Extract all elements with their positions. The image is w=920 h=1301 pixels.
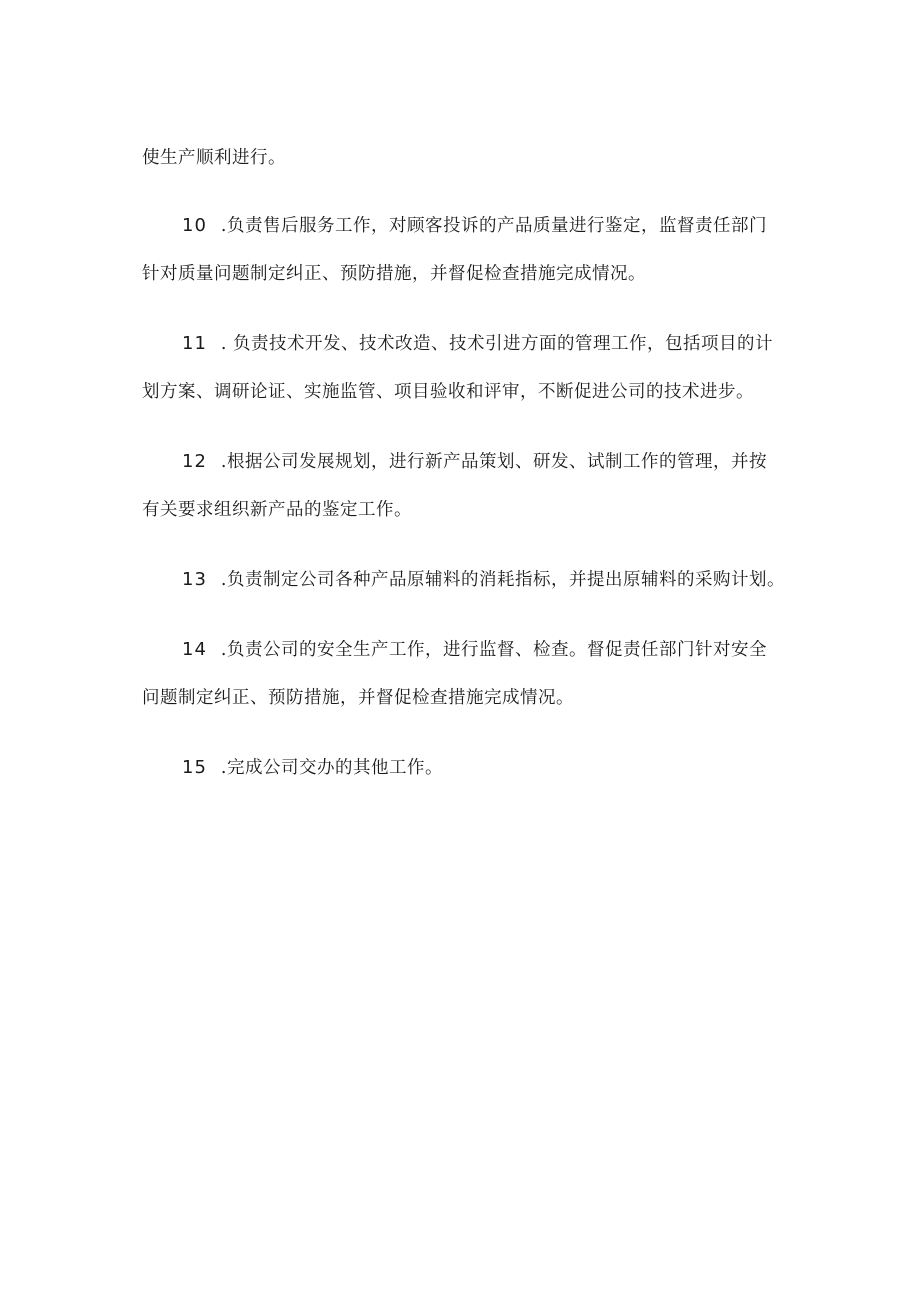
list-item-10 bbox=[182, 214, 767, 238]
item-number: 13 bbox=[182, 569, 207, 590]
item-text: .负责制定公司各种产品原辅料的消耗指标，并提出原辅料的采购计划。 bbox=[220, 570, 785, 590]
list-item-12 bbox=[182, 450, 767, 474]
item-text: .根据公司发展规划，进行新产品策划、研发、试制工作的管理，并按 bbox=[220, 452, 767, 472]
list-item-13 bbox=[182, 568, 785, 592]
item-number: 11 bbox=[182, 333, 207, 354]
item-number: 14 bbox=[182, 639, 207, 660]
item-number: 12 bbox=[182, 451, 207, 472]
item-text: . 负责技术开发、技术改造、技术引进方面的管理工作，包括项目的计 bbox=[220, 334, 774, 354]
list-item-11-continued: 划方案、调研论证、实施监管、项目验收和评审，不断促进公司的技术进步。 bbox=[142, 382, 754, 402]
item-text: .完成公司交办的其他工作。 bbox=[220, 758, 443, 778]
item-text: .负责公司的安全生产工作，进行监督、检查。督促责任部门针对安全 bbox=[220, 640, 767, 660]
list-item-15 bbox=[182, 756, 443, 780]
list-item-11 bbox=[182, 332, 773, 356]
list-item-14 bbox=[182, 638, 767, 662]
item-number: 15 bbox=[182, 757, 207, 778]
item-number: 10 bbox=[182, 215, 207, 236]
list-item-10-continued: 针对质量问题制定纠正、预防措施，并督促检查措施完成情况。 bbox=[142, 264, 646, 284]
list-item-14-continued: 问题制定纠正、预防措施，并督促检查措施完成情况。 bbox=[142, 688, 574, 708]
continuation-text: 使生产顺利进行。 bbox=[142, 148, 286, 168]
list-item-12-continued: 有关要求组织新产品的鉴定工作。 bbox=[142, 500, 412, 520]
item-text: .负责售后服务工作，对顾客投诉的产品质量进行鉴定，监督责任部门 bbox=[220, 216, 767, 236]
